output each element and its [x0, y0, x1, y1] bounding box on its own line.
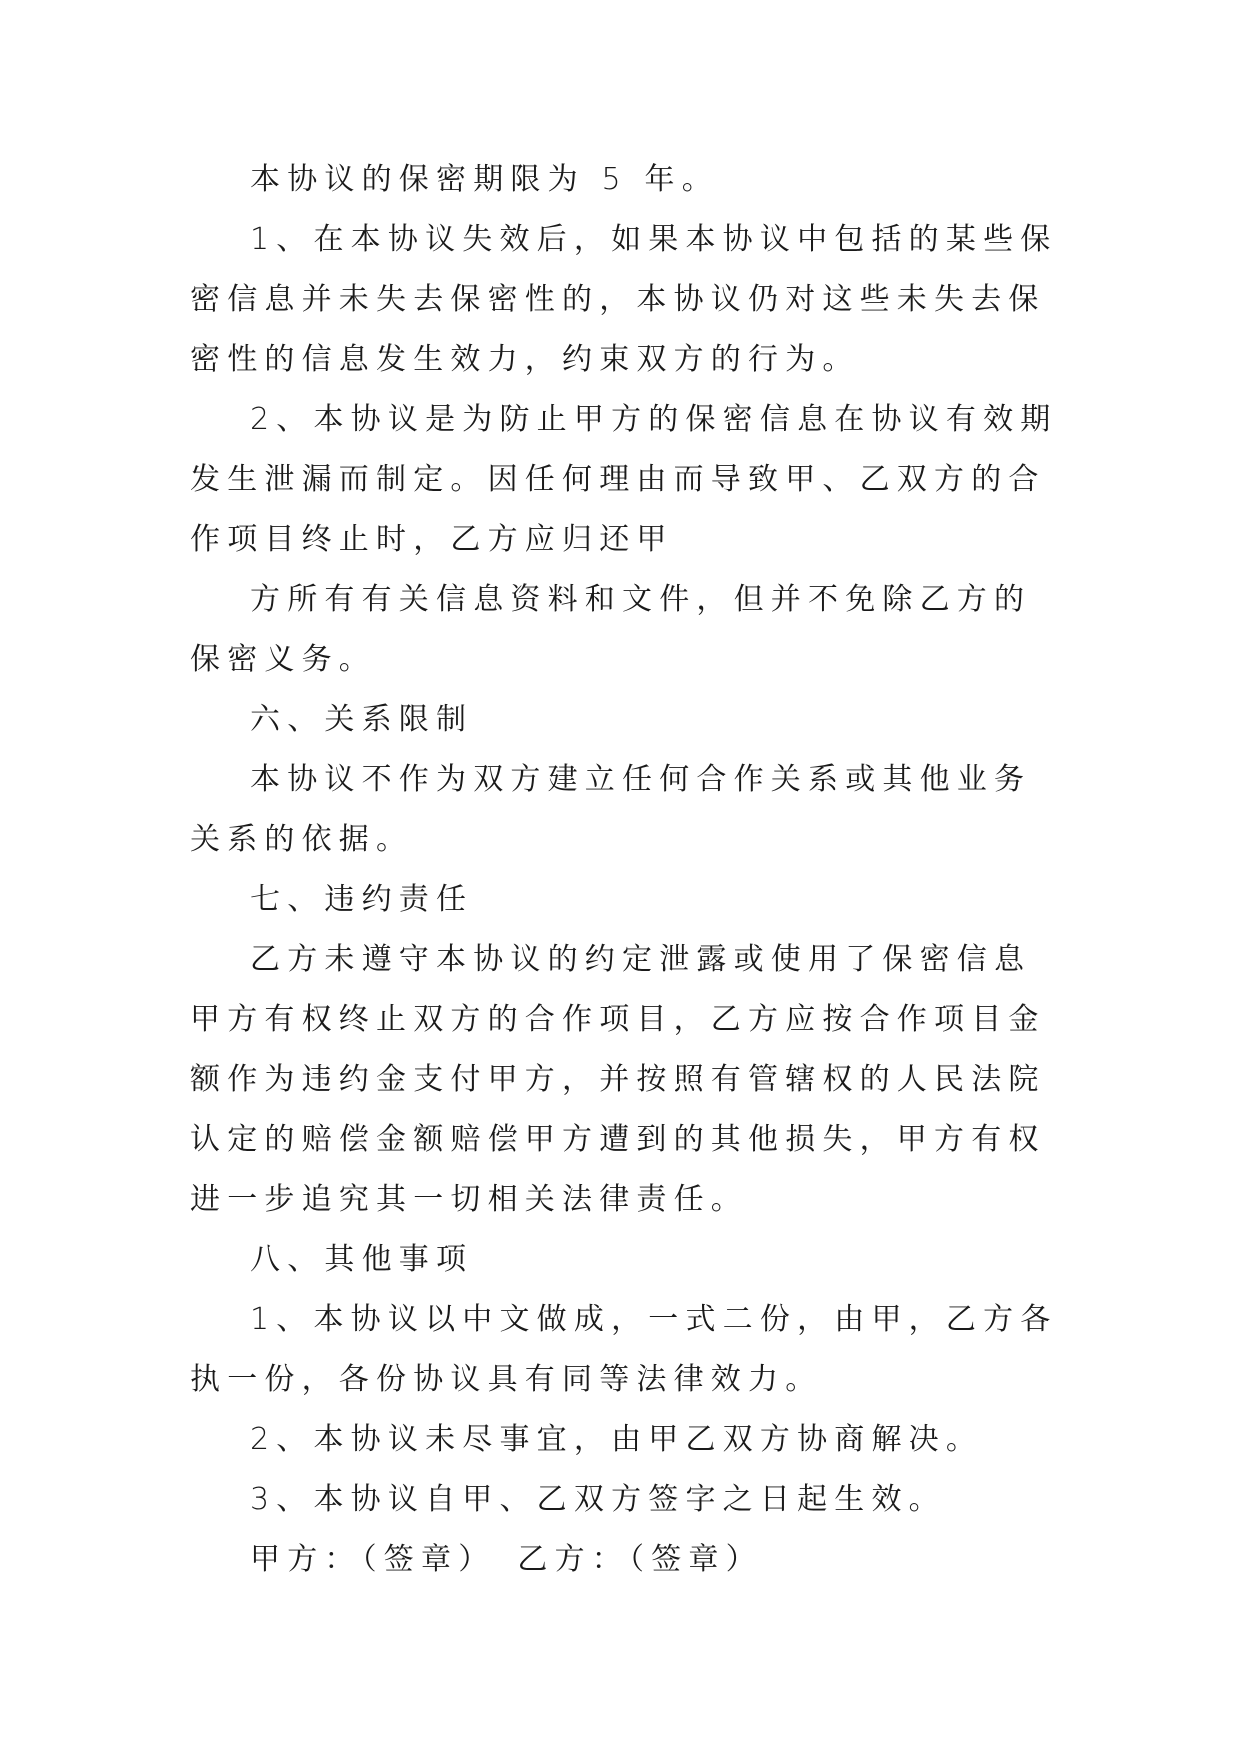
paragraph-breach-liability: 乙方未遵守本协议的约定泄露或使用了保密信息甲方有权终止双方的合作项目，乙方应按合作项目金额作为违约金支付甲方，并按照有管辖权的人民法院认定的赔偿金额赔偿甲方遭到的其他损失，甲方有权进一步追究其一切相关法律责任。 — [190, 942, 1046, 1217]
paragraph-other-matters-1: 1、本协议以中文做成，一式二份，由甲，乙方各执一份，各份协议具有同等法律效力。 — [190, 1302, 1058, 1397]
paragraph-other-matters-3: 3、本协议自甲、乙双方签字之日起生效。 — [250, 1482, 946, 1517]
signature-party-a: 甲方：（签章） — [250, 1542, 496, 1577]
paragraph-confidentiality-term: 本协议的保密期限为 5 年。 — [250, 162, 719, 197]
paragraph-term-clause-2: 2、本协议是为防止甲方的保密信息在协议有效期发生泄漏而制定。因任何理由而导致甲、乙双方的合作项目终止时，乙方应归还甲 — [190, 402, 1058, 557]
signature-party-b: 乙方：（签章） — [517, 1542, 763, 1577]
signature-line — [190, 1530, 1060, 1590]
paragraph-term-clause-1: 1、在本协议失效后，如果本协议中包括的某些保密信息并未失去保密性的，本协议仍对这些未失去保密性的信息发生效力，约束双方的行为。 — [190, 222, 1058, 377]
paragraph-relationship-limit: 本协议不作为双方建立任何合作关系或其他业务关系的依据。 — [190, 762, 1032, 857]
section-heading-relationship: 六、关系限制 — [250, 702, 474, 737]
document-body — [190, 150, 1060, 1590]
paragraph-other-matters-2: 2、本协议未尽事宜，由甲乙双方协商解决。 — [250, 1422, 984, 1457]
paragraph-term-clause-2-continued: 方所有有关信息资料和文件，但并不免除乙方的保密义务。 — [190, 582, 1032, 677]
section-heading-liability: 七、违约责任 — [250, 882, 474, 917]
section-heading-other-matters: 八、其他事项 — [250, 1242, 474, 1277]
